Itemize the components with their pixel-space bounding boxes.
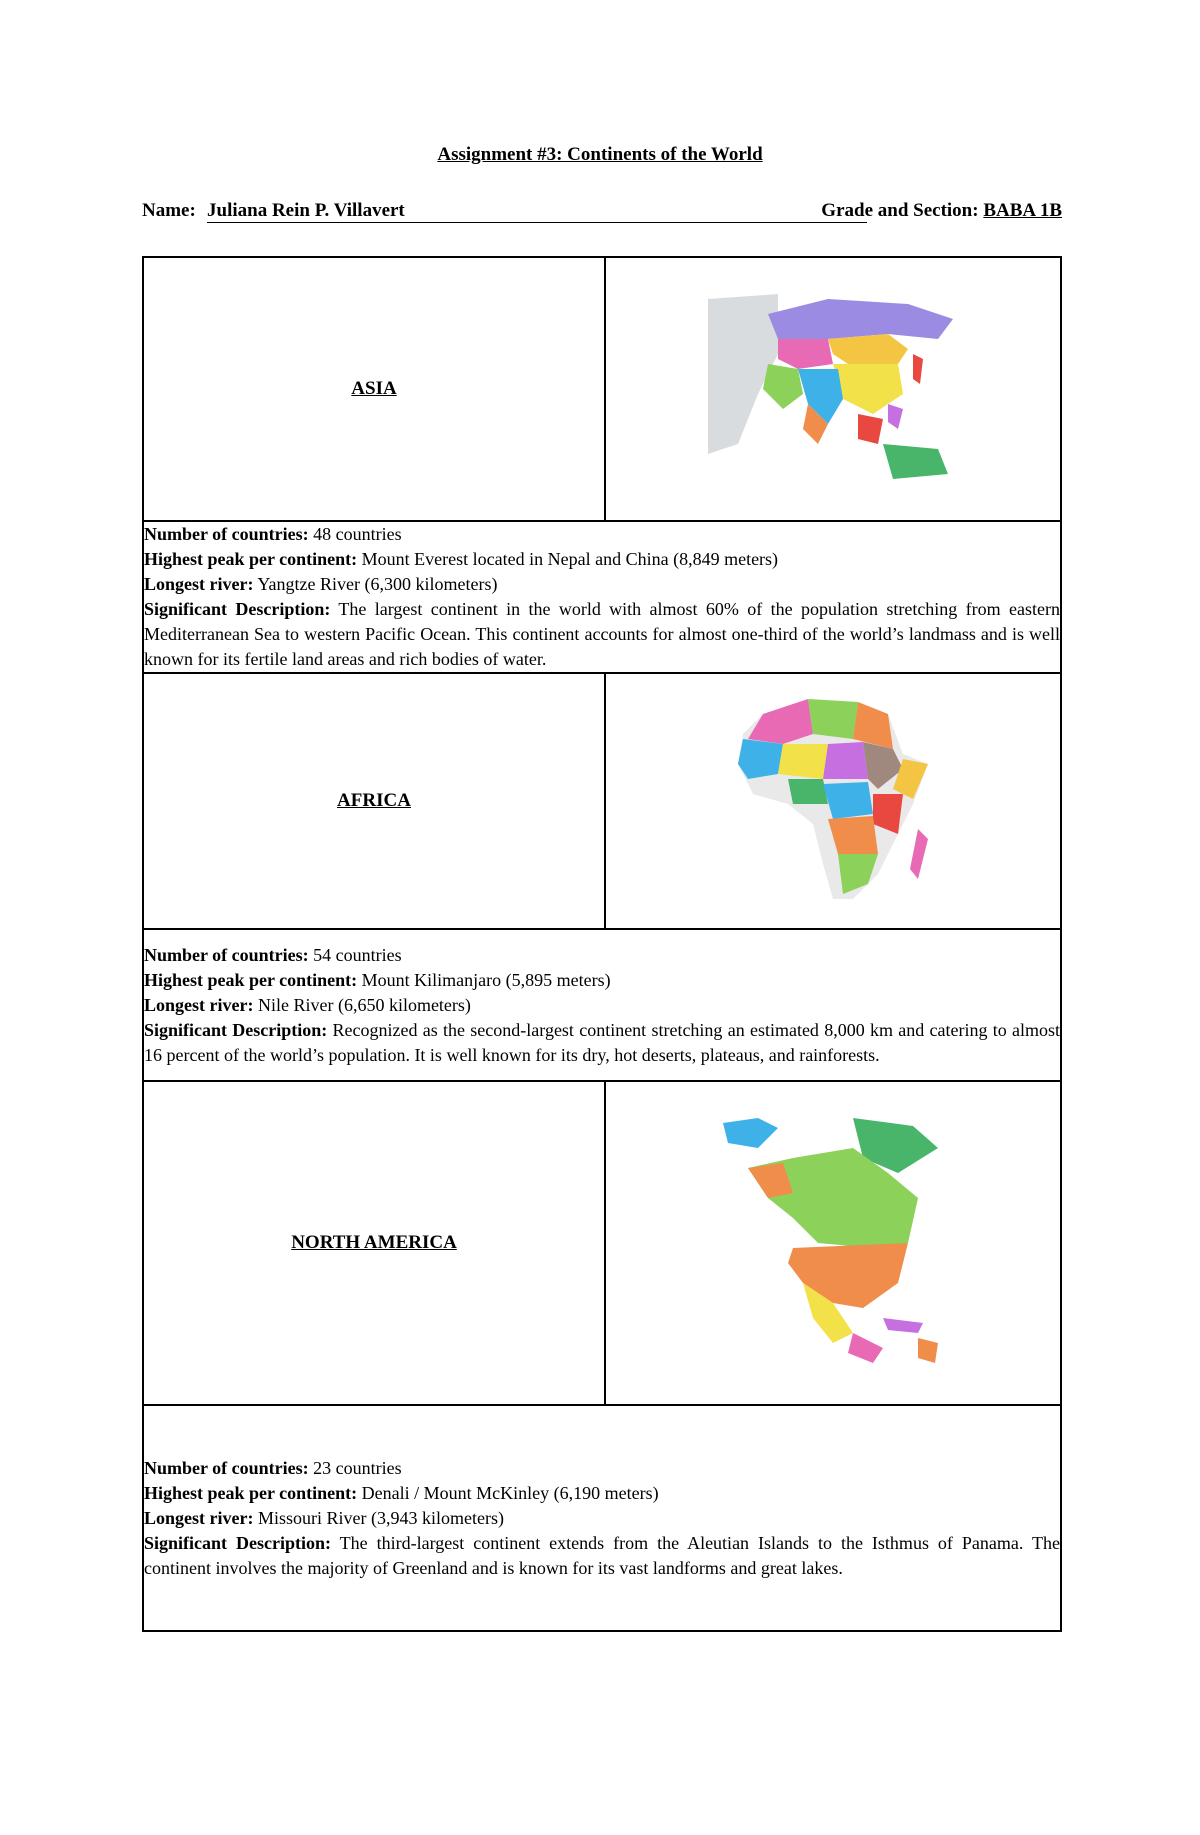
peak-value: Mount Kilimanjaro (5,895 meters) bbox=[361, 969, 611, 990]
document-title: Assignment #3: Continents of the World bbox=[437, 144, 763, 165]
asia-map-icon bbox=[708, 294, 958, 484]
continent-name: NORTH AMERICA bbox=[291, 1232, 457, 1253]
name-label: Name: bbox=[142, 200, 196, 221]
continent-header-row bbox=[143, 673, 1061, 929]
description-line: Significant Description: The third-largest continent extends from the Aleutian Islands to the Isthmus of Panama. The continent involves the majority of Greenland and is known for its vast landforms and great lakes. bbox=[144, 1532, 1061, 1578]
continent-header-row bbox=[143, 257, 1061, 521]
countries-line: Number of countries: 23 countries bbox=[144, 1457, 402, 1478]
continent-info bbox=[143, 929, 1061, 1081]
continent-info-row bbox=[143, 521, 1061, 673]
continent-map-cell bbox=[605, 257, 1061, 521]
description-value: The third-largest continent extends from the Aleutian Islands to the Isthmus of Panama. The continent involves the majority of Greenland and is known for its vast landforms and great lakes. bbox=[144, 1532, 1061, 1578]
description-value: The largest continent in the world with almost 60% of the population stretching from eastern Mediterranean Sea to western Pacific Ocean. This continent accounts for almost one-third of the world’s landmass and is well known for its fertile land areas and rich bodies of water. bbox=[144, 599, 1060, 669]
peak-value: Denali / Mount McKinley (6,190 meters) bbox=[361, 1482, 659, 1503]
countries-line: Number of countries: 48 countries bbox=[144, 524, 402, 544]
continent-info-row bbox=[143, 1405, 1061, 1631]
peak-value: Mount Everest located in Nepal and China (8,849 meters) bbox=[361, 549, 779, 569]
grade-section bbox=[821, 200, 1062, 222]
grade-value: BABA 1B bbox=[983, 200, 1062, 221]
river-line: Longest river: Nile River (6,650 kilometers) bbox=[144, 994, 471, 1015]
student-name: Juliana Rein P. Villavert bbox=[207, 200, 867, 223]
continent-name-cell bbox=[143, 257, 605, 521]
continent-info bbox=[143, 521, 1061, 673]
north-america-map-icon bbox=[723, 1118, 943, 1368]
continent-header-row bbox=[143, 1081, 1061, 1405]
countries-value: 23 countries bbox=[313, 1457, 402, 1478]
countries-value: 54 countries bbox=[313, 944, 402, 965]
continent-name-cell bbox=[143, 673, 605, 929]
peak-line: Highest peak per continent: Mount Kilimanjaro (5,895 meters) bbox=[144, 969, 611, 990]
description-value: Recognized as the second-largest continent stretching an estimated 8,000 km and catering to almost 16 percent of the world’s population. It is well known for its dry, hot deserts, plateaus, and rainforests. bbox=[144, 1019, 1061, 1065]
peak-line: Highest peak per continent: Denali / Mount McKinley (6,190 meters) bbox=[144, 1482, 659, 1503]
continent-map-cell bbox=[605, 673, 1061, 929]
continent-info bbox=[143, 1405, 1061, 1631]
countries-line: Number of countries: 54 countries bbox=[144, 944, 402, 965]
grade-label: Grade and Section: bbox=[821, 200, 979, 221]
river-value: Nile River (6,650 kilometers) bbox=[257, 994, 471, 1015]
continent-map-cell bbox=[605, 1081, 1061, 1405]
river-line: Longest river: Yangtze River (6,300 kilometers) bbox=[144, 574, 498, 594]
description-line: Significant Description: Recognized as the second-largest continent stretching an estimated 8,000 km and catering to almost 16 percent of the world’s population. It is well known for its dry, hot deserts, plateaus, and rainforests. bbox=[144, 1019, 1061, 1065]
river-value: Yangtze River (6,300 kilometers) bbox=[257, 574, 498, 594]
continents-table bbox=[142, 256, 1062, 1632]
continent-name: ASIA bbox=[351, 378, 397, 399]
description-line: Significant Description: The largest continent in the world with almost 60% of the population stretching from eastern Mediterranean Sea to western Pacific Ocean. This continent accounts for almost one-third of the world’s landmass and is well known for its fertile land areas and rich bodies of water. bbox=[144, 599, 1060, 669]
peak-line: Highest peak per continent: Mount Everest located in Nepal and China (8,849 meters) bbox=[144, 549, 779, 569]
continent-name-cell bbox=[143, 1081, 605, 1405]
river-value: Missouri River (3,943 kilometers) bbox=[257, 1507, 504, 1528]
continent-info-row bbox=[143, 929, 1061, 1081]
continent-name: AFRICA bbox=[337, 790, 411, 811]
africa-map-icon bbox=[728, 694, 938, 909]
river-line: Longest river: Missouri River (3,943 kilometers) bbox=[144, 1507, 504, 1528]
countries-value: 48 countries bbox=[313, 524, 402, 544]
